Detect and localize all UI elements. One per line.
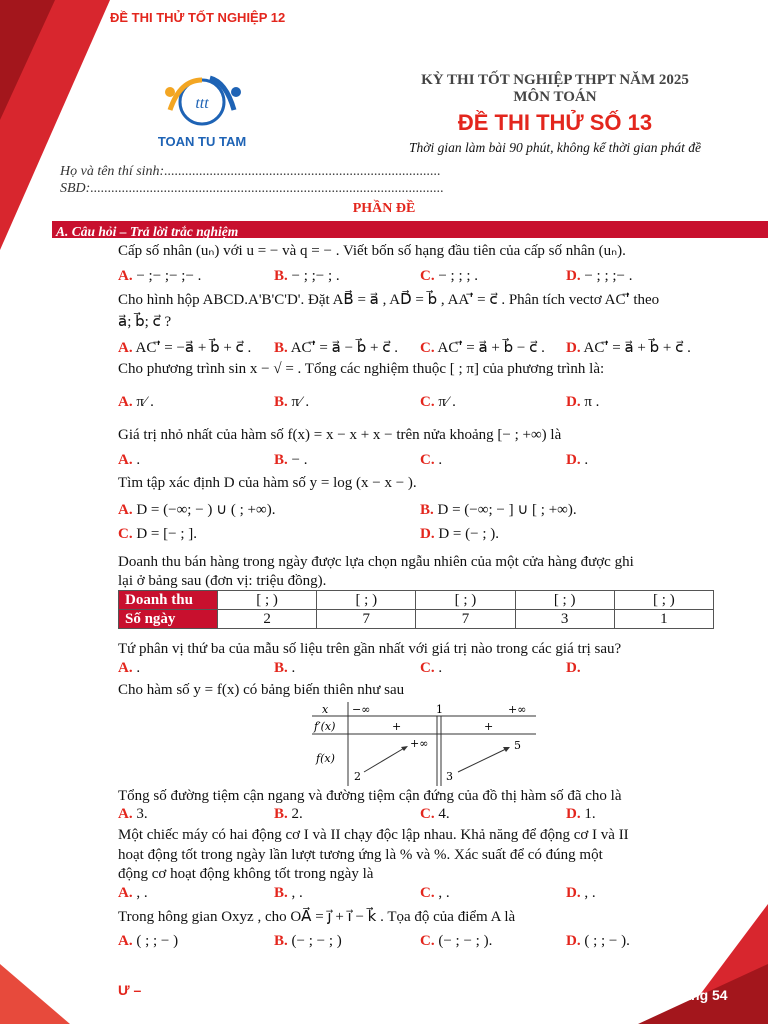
question-3: Cho phương trình sin x − √ = . Tổng các nghiệm thuộc [ ; π] của phương trình là:	[118, 361, 605, 377]
table-cell: 7	[416, 610, 515, 629]
question-8: Một chiếc máy có hai động cơ I và II chạy độc lập nhau. Khả năng để động cơ I và II	[118, 827, 629, 843]
question-7-line-2: Tổng số đường tiệm cận ngang và đường tiệm cận đứng của đồ thị hàm số đã cho là	[118, 788, 622, 804]
table-cell: 2	[218, 610, 317, 629]
table-cell: [ ; )	[515, 591, 614, 610]
table-cell: 3	[515, 610, 614, 629]
table-row-label: Số ngày	[119, 610, 218, 629]
question-5: Tìm tập xác định D của hàm số y = log (x − x − ).	[118, 475, 417, 491]
question-7: Cho hàm số y = f(x) có bảng biến thiên như sau	[118, 682, 405, 698]
q1-option-a[interactable]: A. − ;− ;− ;− .	[118, 268, 202, 284]
q9-option-d[interactable]: D. ( ; ; − ).	[566, 933, 630, 949]
logo-mark: ttt	[195, 95, 209, 112]
q2-option-c[interactable]: C. AC'⃗ = a⃗ + b⃗ − c⃗ .	[420, 340, 545, 356]
bbt-x-left: −∞	[352, 703, 371, 716]
q3-option-a[interactable]: A. π⁄ .	[118, 394, 154, 410]
q5-option-a[interactable]: A. D = (−∞; − ) ∪ ( ; +∞).	[118, 502, 276, 518]
corner-decoration-bottom-left	[0, 964, 70, 1024]
q3-option-b[interactable]: B. π⁄ .	[274, 394, 310, 410]
table-cell: [ ; )	[614, 591, 713, 610]
logo	[150, 72, 254, 152]
q9-option-a[interactable]: A. ( ; ; − )	[118, 933, 179, 949]
q7-option-c[interactable]: C. 4.	[420, 806, 450, 822]
q9-option-c[interactable]: C. (− ; − ; ).	[420, 933, 493, 949]
q2-option-d[interactable]: D. AC'⃗ = a⃗ + b⃗ + c⃗ .	[566, 340, 691, 356]
q7-option-a[interactable]: A. 3.	[118, 806, 148, 822]
page-number: Trang 54	[670, 987, 728, 1003]
part-title: PHẦN ĐỀ	[352, 201, 416, 216]
exam-header	[360, 72, 750, 156]
exam-title: ĐỀ THI THỬ SỐ 13	[457, 110, 653, 135]
q1-option-d[interactable]: D. − ; ; ;− .	[566, 268, 633, 284]
q7-option-d[interactable]: D. 1.	[566, 806, 596, 822]
q7-option-b[interactable]: B. 2.	[274, 806, 303, 822]
q4-option-d[interactable]: D. .	[566, 452, 589, 468]
bbt-f-label: f(x)	[316, 752, 335, 765]
q8-option-b[interactable]: B. , .	[274, 885, 303, 901]
question-9: Trong hông gian Oxyz , cho OA⃗ = j⃗ + i⃗ − k⃗ . Tọa độ của điểm A là	[118, 909, 516, 925]
question-8-line-2: hoạt động tốt trong ngày lần lượt tương ứng là % và %. Xác suất để có đúng một	[118, 847, 603, 863]
q9-option-b[interactable]: B. (− ; − ; )	[274, 933, 342, 949]
bbt-x-label: x	[322, 703, 329, 716]
q6-option-d[interactable]: D.	[566, 660, 581, 676]
table-cell: [ ; )	[416, 591, 515, 610]
q4-option-a[interactable]: A. .	[118, 452, 141, 468]
bbt-v-left-low: 2	[354, 770, 361, 783]
table-cell: [ ; )	[317, 591, 416, 610]
footer-left: Ư –	[118, 982, 142, 998]
exam-time: Thời gian làm bài 90 phút, không kể thời gian phát đề	[409, 140, 701, 155]
q1-option-b[interactable]: B. − ; ;− ; .	[274, 268, 340, 284]
question-6: Doanh thu bán hàng trong ngày được lựa chọn ngẫu nhiên của một cửa hàng được ghi	[118, 554, 634, 570]
section-bar	[52, 221, 768, 238]
q6-option-c[interactable]: C. .	[420, 660, 443, 676]
bbt-sign-right: +	[484, 720, 494, 733]
q8-option-c[interactable]: C. , .	[420, 885, 450, 901]
question-4: Giá trị nhỏ nhất của hàm số f(x) = x − x + x − trên nửa khoảng [− ; +∞) là	[118, 427, 562, 443]
bbt-fp-label: f′(x)	[314, 720, 336, 733]
q4-option-b[interactable]: B. − .	[274, 452, 308, 468]
q5-option-b[interactable]: B. D = (−∞; − ] ∪ [ ; +∞).	[420, 502, 577, 518]
table-row-label: Doanh thu	[119, 591, 218, 610]
corner-decoration-top-left-dark	[0, 0, 55, 120]
question-8-line-3: động cơ hoạt động không tốt trong ngày là	[118, 866, 374, 882]
table-row	[119, 591, 714, 610]
exam-line-2: MÔN TOÁN	[513, 89, 597, 105]
q2-option-b[interactable]: B. AC'⃗ = a⃗ − b⃗ + c⃗ .	[274, 340, 399, 356]
q8-option-a[interactable]: A. , .	[118, 885, 148, 901]
bbt-v-right-low: 3	[446, 770, 453, 783]
running-title: ĐỀ THI THỬ TỐT NGHIỆP 12	[110, 10, 286, 25]
q6-option-a[interactable]: A. .	[118, 660, 141, 676]
q5-option-c[interactable]: C. D = [− ; ].	[118, 526, 198, 542]
question-6-line-2: lại ở bảng sau (đơn vị: triệu đồng).	[118, 573, 327, 589]
q1-option-c[interactable]: C. − ; ; ; .	[420, 268, 479, 284]
q3-option-c[interactable]: C. π⁄ .	[420, 394, 456, 410]
candidate-sbd: SBD:.....................................................................................................	[60, 181, 444, 196]
bbt-v-right-high: 5	[514, 739, 521, 752]
section-title: A. Câu hỏi – Trả lời trắc nghiệm	[56, 224, 239, 239]
question-1: Cấp số nhân (uₙ) với u = − và q = − . Viết bốn số hạng đầu tiên của cấp số nhân (uₙ).	[118, 243, 626, 259]
question-6-line-3: Tứ phân vị thứ ba của mẫu số liệu trên gần nhất với giá trị nào trong các giá trị sau?	[118, 641, 622, 657]
q5-option-d[interactable]: D. D = (− ; ).	[420, 526, 500, 542]
logo-text: TOAN TU TAM	[157, 134, 247, 149]
table-cell: 7	[317, 610, 416, 629]
revenue-table	[118, 590, 714, 629]
q8-option-d[interactable]: D. , .	[566, 885, 596, 901]
table-row	[119, 610, 714, 629]
bbt-v-left-high: +∞	[410, 737, 429, 750]
bbt-x-mid: 1	[436, 703, 443, 716]
q6-option-b[interactable]: B. .	[274, 660, 296, 676]
candidate-name: Họ và tên thí sinh:...............................................................................	[60, 164, 441, 179]
variation-table	[312, 702, 536, 786]
q4-option-c[interactable]: C. .	[420, 452, 443, 468]
exam-line-1: KỲ THI TỐT NGHIỆP THPT NĂM 2025	[421, 72, 689, 88]
bbt-x-right: +∞	[508, 703, 527, 716]
question-2-line-2: a⃗; b⃗; c⃗ ?	[118, 314, 172, 330]
bbt-sign-left: +	[392, 720, 402, 733]
table-cell: [ ; )	[218, 591, 317, 610]
q3-option-d[interactable]: D. π .	[566, 394, 600, 410]
q2-option-a[interactable]: A. AC'⃗ = −a⃗ + b⃗ + c⃗ .	[118, 340, 252, 356]
question-2: Cho hình hộp ABCD.A'B'C'D'. Đặt AB⃗ = a⃗ , AD⃗ = b⃗ , AA'⃗ = c⃗ . Phân tích vectơ AC'⃗ theo	[118, 292, 660, 308]
table-cell: 1	[614, 610, 713, 629]
